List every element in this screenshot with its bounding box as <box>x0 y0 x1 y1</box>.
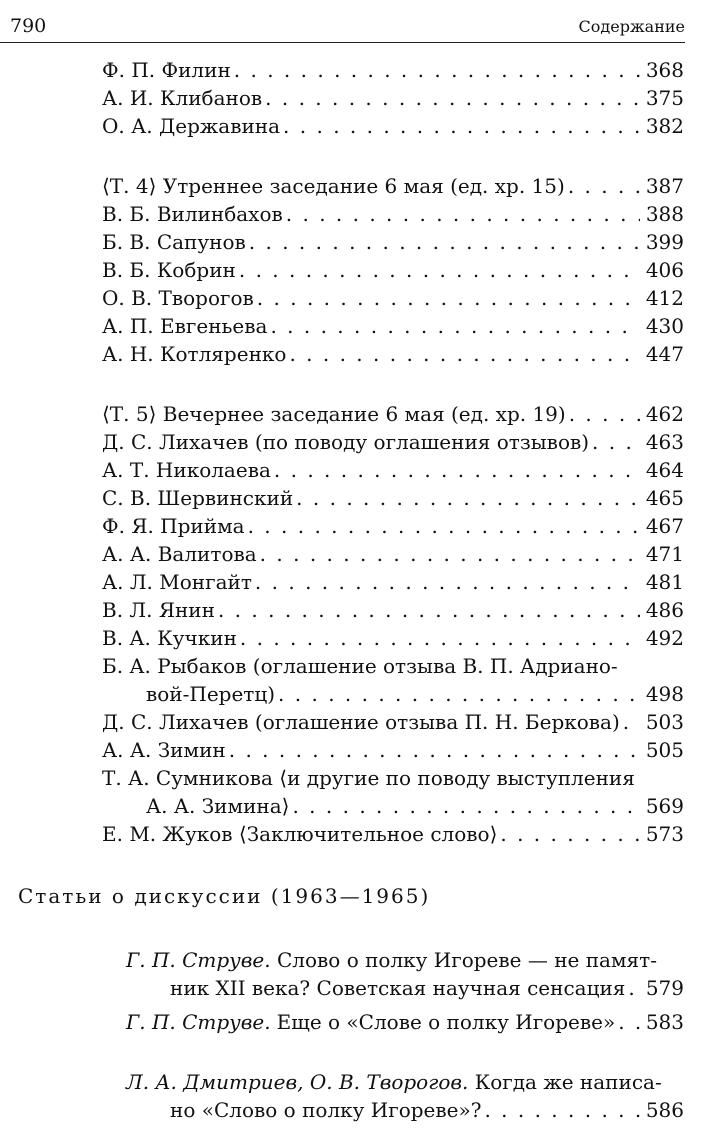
dot-leader <box>289 340 639 368</box>
toc-line <box>102 820 684 848</box>
article-title-first-line <box>126 946 684 974</box>
article-author: Г. П. Струве. <box>126 1010 271 1034</box>
dot-leader <box>234 56 640 84</box>
toc-title: Ф. Я. Прийма <box>102 514 245 538</box>
toc-line <box>102 428 684 456</box>
page-number: 790 <box>10 15 47 37</box>
page-ref: 471 <box>645 542 684 566</box>
page-ref: 586 <box>645 1098 684 1122</box>
page-ref: 382 <box>645 114 684 138</box>
toc-title: В. Л. Янин <box>102 598 215 622</box>
page-ref: 579 <box>645 976 684 1000</box>
dot-leader <box>286 200 640 228</box>
toc-title: А. Л. Монгайт <box>102 570 252 594</box>
toc-line <box>102 284 684 312</box>
dot-leader <box>257 284 640 312</box>
toc-title: Е. М. Жуков ⟨Заключительное слово⟩ <box>102 822 498 846</box>
dot-leader <box>484 1096 639 1124</box>
page-ref: 503 <box>645 710 684 734</box>
dot-leader <box>239 256 640 284</box>
toc-line <box>102 680 684 708</box>
page-ref: 486 <box>645 598 684 622</box>
toc-entry <box>102 340 684 368</box>
dot-leader <box>296 484 640 512</box>
dot-leader <box>283 112 640 140</box>
toc-line <box>126 974 684 1002</box>
page-ref: 505 <box>645 738 684 762</box>
toc-entry <box>102 312 684 340</box>
toc-entry <box>102 820 684 848</box>
dot-leader <box>500 820 639 848</box>
dot-leader <box>270 312 639 340</box>
toc-line <box>126 1096 684 1124</box>
toc-line <box>102 228 684 256</box>
toc-line <box>102 200 684 228</box>
page-ref: 492 <box>645 626 684 650</box>
toc-entry <box>102 56 684 84</box>
toc-title: Еще о «Слове о полку Игореве» <box>276 1010 616 1034</box>
toc-entry <box>102 596 684 624</box>
page-ref: 375 <box>645 86 684 110</box>
toc-title: В. Б. Кобрин <box>102 258 236 282</box>
toc-entry <box>102 112 684 140</box>
page-ref: 463 <box>645 430 684 454</box>
toc-line <box>102 312 684 340</box>
toc-title: А. А. Валитова <box>102 542 257 566</box>
toc-title: А. А. Зимина⟩ <box>146 794 290 818</box>
article-title-first-line <box>126 1068 684 1096</box>
page-ref: 465 <box>645 486 684 510</box>
page-ref: 481 <box>645 570 684 594</box>
toc-entry <box>102 200 684 228</box>
page-ref: 406 <box>645 258 684 282</box>
toc-title: Б. В. Сапунов <box>102 230 246 254</box>
toc-entry <box>102 624 684 652</box>
dot-leader <box>623 708 640 736</box>
article-author: Г. П. Струве. <box>126 948 271 972</box>
toc-line <box>102 84 684 112</box>
toc-line <box>102 792 684 820</box>
toc-title: ⟨Т. 5⟩ Вечернее заседание 6 мая (ед. хр. 19) <box>102 402 566 426</box>
page-ref: 467 <box>645 514 684 538</box>
toc-title: Д. С. Лихачев (по поводу оглашения отзывов) <box>102 430 590 454</box>
toc-line <box>102 112 684 140</box>
toc-title: В. Б. Вилинбахов <box>102 202 283 226</box>
toc-title: но «Слово о полку Игореве»? <box>170 1098 482 1122</box>
page-ref: 569 <box>645 794 684 818</box>
toc-line <box>102 172 684 200</box>
toc-title: А. И. Клибанов <box>102 86 263 110</box>
toc-line <box>102 624 684 652</box>
page-ref: 447 <box>645 342 684 366</box>
page-ref: 388 <box>645 202 684 226</box>
toc-title: ник XII века? Советская научная сенсация <box>170 976 626 1000</box>
dot-leader <box>592 428 640 456</box>
toc-entry <box>102 428 684 456</box>
toc-title: С. В. Шервинский <box>102 486 294 510</box>
toc-title: О. А. Державина <box>102 114 281 138</box>
page-ref: 462 <box>645 402 684 426</box>
toc-entry <box>102 764 684 820</box>
page-ref: 573 <box>645 822 684 846</box>
toc-line <box>102 540 684 568</box>
toc-line <box>102 736 684 764</box>
page-ref: 464 <box>645 458 684 482</box>
running-title: Содержание <box>578 17 685 36</box>
section-title: Статьи о дискуссии (1963—1965) <box>18 884 431 908</box>
toc-title: А. Т. Николаева <box>102 458 271 482</box>
article-entry <box>126 1008 684 1036</box>
toc-title: Д. С. Лихачев (оглашение отзыва П. Н. Беркова) <box>102 710 620 734</box>
toc-entry <box>102 540 684 568</box>
dot-leader <box>278 680 640 708</box>
toc-title-first-line: Т. А. Сумникова ⟨и другие по поводу выступления <box>102 766 635 790</box>
toc-entry <box>102 400 684 428</box>
dot-leader <box>255 568 640 596</box>
toc-title-first-line: Б. А. Рыбаков (оглашение отзыва В. П. Адриано- <box>102 654 618 678</box>
dot-leader <box>618 1008 640 1036</box>
toc-title: А. П. Евгеньева <box>102 314 268 338</box>
page-ref: 412 <box>645 286 684 310</box>
dot-leader <box>248 512 640 540</box>
dot-leader <box>569 400 640 428</box>
dot-leader <box>218 596 640 624</box>
toc-entry <box>102 228 684 256</box>
toc-entry <box>102 284 684 312</box>
toc-line <box>102 568 684 596</box>
toc-title: О. В. Творогов <box>102 286 254 310</box>
dot-leader <box>265 84 640 112</box>
toc-line <box>102 708 684 736</box>
toc-title: вой-Перетц) <box>146 682 276 706</box>
toc-entry <box>102 512 684 540</box>
article-title-start: Когда же написа- <box>474 1070 662 1094</box>
toc-line <box>102 256 684 284</box>
page-ref: 498 <box>645 682 684 706</box>
page-ref: 583 <box>645 1010 684 1034</box>
toc-entry <box>102 568 684 596</box>
page-ref: 387 <box>645 174 684 198</box>
article-entry <box>126 946 684 1002</box>
dot-leader <box>628 974 639 1002</box>
toc-entry <box>102 172 684 200</box>
toc-line <box>102 484 684 512</box>
dot-leader <box>292 792 639 820</box>
toc-entry <box>102 708 684 736</box>
toc-line <box>102 400 684 428</box>
toc-line <box>126 1008 684 1036</box>
page-ref: 368 <box>645 58 684 82</box>
toc-entry <box>102 736 684 764</box>
toc-entry <box>102 84 684 112</box>
toc-entry <box>102 456 684 484</box>
toc-title: ⟨Т. 4⟩ Утреннее заседание 6 мая (ед. хр. 15) <box>102 174 565 198</box>
dot-leader <box>240 624 640 652</box>
dot-leader <box>274 456 640 484</box>
toc-title: Ф. П. Филин <box>102 58 231 82</box>
toc-title: А. Н. Котляренко <box>102 342 287 366</box>
article-title-start: Слово о полку Игореве — не памят- <box>276 948 657 972</box>
toc-title: В. А. Кучкин <box>102 626 237 650</box>
toc-entry <box>102 484 684 512</box>
article-author: Л. А. Дмитриев, О. В. Творогов. <box>126 1070 469 1094</box>
page-ref: 430 <box>645 314 684 338</box>
dot-leader <box>568 172 640 200</box>
toc-line <box>102 596 684 624</box>
dot-leader <box>249 228 640 256</box>
toc-entry <box>102 256 684 284</box>
toc-line <box>102 56 684 84</box>
article-entry <box>126 1068 684 1124</box>
toc-title: А. А. Зимин <box>102 738 226 762</box>
page-ref: 399 <box>645 230 684 254</box>
toc-line <box>102 456 684 484</box>
dot-leader <box>260 540 640 568</box>
page-header <box>0 8 685 43</box>
toc-entry <box>102 652 684 708</box>
toc-line <box>102 340 684 368</box>
dot-leader <box>229 736 640 764</box>
toc-line <box>102 512 684 540</box>
